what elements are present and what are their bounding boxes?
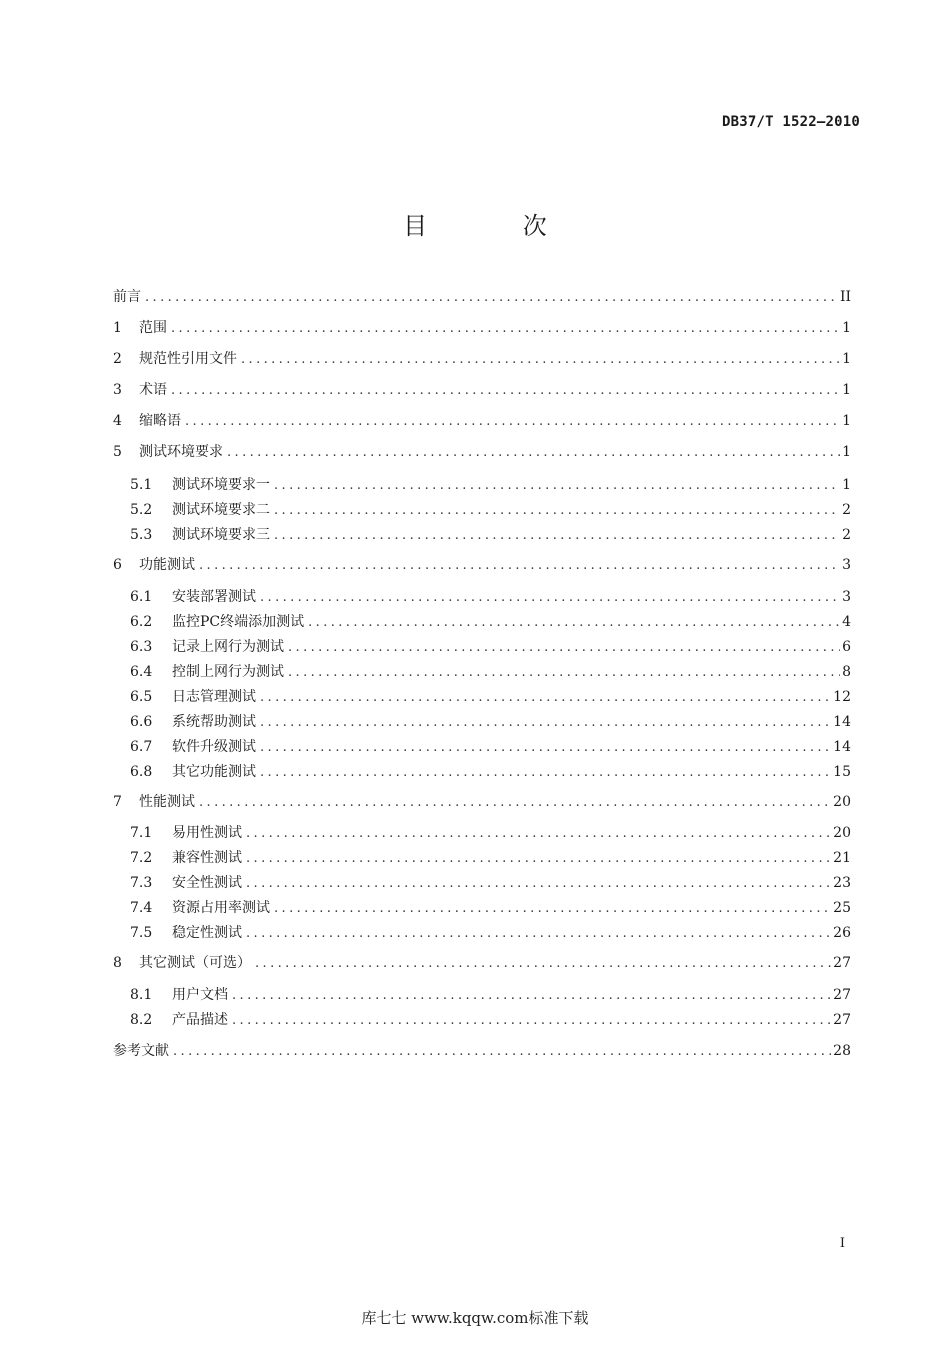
dot-leader <box>246 823 831 845</box>
toc-entry-page: 15 <box>833 764 851 780</box>
dot-leader <box>246 848 831 870</box>
toc-entry-page: 2 <box>842 502 851 518</box>
toc-entry-number: 1 <box>113 320 122 336</box>
dot-leader <box>288 637 840 659</box>
toc-entry-number: 6.6 <box>130 714 153 730</box>
toc-entry-title: 监控PC终端添加测试 <box>172 614 305 630</box>
toc-entry[interactable] <box>130 1009 851 1031</box>
toc-entry[interactable] <box>130 636 851 658</box>
toc-entry[interactable] <box>113 410 851 432</box>
dot-leader <box>232 1010 831 1032</box>
toc-entry-title: 记录上网行为测试 <box>172 639 284 655</box>
toc-entry-page: 25 <box>833 900 851 916</box>
toc-entry[interactable] <box>130 611 851 633</box>
toc-entry-page: 6 <box>842 639 851 655</box>
dot-leader <box>145 287 838 309</box>
toc-entry-title: 前言 <box>113 289 141 305</box>
toc-entry-page: 8 <box>842 664 851 680</box>
toc-entry[interactable] <box>130 761 851 783</box>
toc-entry-title: 用户文档 <box>172 987 228 1003</box>
toc-entry[interactable] <box>130 474 851 496</box>
dot-leader <box>260 737 831 759</box>
toc-entry-title: 日志管理测试 <box>172 689 256 705</box>
toc-entry[interactable] <box>130 984 851 1006</box>
toc-entry-page: 3 <box>842 557 851 573</box>
dot-leader <box>199 792 831 814</box>
toc-entry-title: 性能测试 <box>139 794 195 810</box>
toc-entry-title: 资源占用率测试 <box>172 900 270 916</box>
toc-entry-page: 21 <box>833 850 851 866</box>
toc-entry-number: 8.2 <box>130 1012 153 1028</box>
toc-entry-title: 测试环境要求 <box>139 444 223 460</box>
toc-entry-number: 5.3 <box>130 527 153 543</box>
toc-entry-number: 8 <box>113 955 122 971</box>
dot-leader <box>232 985 831 1007</box>
toc-entry-number: 6.7 <box>130 739 153 755</box>
page-title: 目 次 <box>403 212 591 240</box>
dot-leader <box>274 525 840 547</box>
toc-entry-page: 1 <box>842 351 851 367</box>
toc-entry-page: II <box>839 289 851 305</box>
toc-entry-page: 27 <box>833 987 851 1003</box>
toc-entry[interactable] <box>130 499 851 521</box>
dot-leader <box>260 587 840 609</box>
toc-entry-page: 1 <box>842 382 851 398</box>
dot-leader <box>227 442 840 464</box>
dot-leader <box>171 318 840 340</box>
toc-entry-page: 28 <box>833 1043 851 1059</box>
toc-entry-number: 6.5 <box>130 689 153 705</box>
toc-entry-title: 测试环境要求一 <box>172 477 270 493</box>
toc-entry-number: 2 <box>113 351 122 367</box>
dot-leader <box>274 898 831 920</box>
toc-entry-title: 安装部署测试 <box>172 589 256 605</box>
toc-entry[interactable] <box>130 686 851 708</box>
toc-entry-title: 其它测试（可选） <box>139 955 251 971</box>
toc-entry[interactable] <box>113 952 851 974</box>
toc-entry[interactable] <box>130 524 851 546</box>
toc-entry-number: 3 <box>113 382 122 398</box>
toc-entry-page: 1 <box>842 320 851 336</box>
toc-entry-title: 产品描述 <box>172 1012 228 1028</box>
toc-entry-number: 6.8 <box>130 764 153 780</box>
toc-entry-title: 其它功能测试 <box>172 764 256 780</box>
dot-leader <box>274 500 840 522</box>
toc-entry-title: 功能测试 <box>139 557 195 573</box>
toc-entry[interactable] <box>130 661 851 683</box>
toc-entry-number: 5.1 <box>130 477 153 493</box>
toc-entry[interactable] <box>113 1040 851 1062</box>
toc-entry[interactable] <box>113 317 851 339</box>
dot-leader <box>274 475 840 497</box>
toc-entry[interactable] <box>113 348 851 370</box>
toc-entry[interactable] <box>130 711 851 733</box>
dot-leader <box>260 762 831 784</box>
dot-leader <box>260 712 831 734</box>
dot-leader <box>255 953 831 975</box>
toc-entry-page: 2 <box>842 527 851 543</box>
dot-leader <box>171 380 840 402</box>
toc-entry[interactable] <box>130 872 851 894</box>
toc-entry-number: 7.5 <box>130 925 153 941</box>
dot-leader <box>246 923 831 945</box>
toc-entry[interactable] <box>130 922 851 944</box>
toc-entry-page: 20 <box>833 825 851 841</box>
page-number: I <box>839 1236 845 1251</box>
toc-entry-page: 23 <box>833 875 851 891</box>
toc-entry-title: 控制上网行为测试 <box>172 664 284 680</box>
toc-entry-number: 7.3 <box>130 875 153 891</box>
toc-entry[interactable] <box>130 586 851 608</box>
footer-watermark: 库七七 www.kqqw.com标准下载 <box>361 1309 589 1327</box>
toc-entry-number: 7.2 <box>130 850 153 866</box>
toc-entry-page: 4 <box>842 614 851 630</box>
dot-leader <box>246 873 831 895</box>
toc-entry-title: 兼容性测试 <box>172 850 242 866</box>
dot-leader <box>241 349 840 371</box>
dot-leader <box>173 1041 831 1063</box>
toc-entry-page: 12 <box>833 689 851 705</box>
toc-entry-number: 6.2 <box>130 614 153 630</box>
toc-entry-title: 系统帮助测试 <box>172 714 256 730</box>
document-code: DB37/T 1522—2010 <box>721 114 860 130</box>
toc-entry-title: 规范性引用文件 <box>139 351 237 367</box>
toc-entry-number: 5 <box>113 444 122 460</box>
toc-entry-number: 8.1 <box>130 987 153 1003</box>
toc-entry-page: 27 <box>833 955 851 971</box>
toc-entry-number: 6.3 <box>130 639 153 655</box>
toc-entry[interactable] <box>130 822 851 844</box>
toc-entry-number: 6.1 <box>130 589 153 605</box>
toc-entry-number: 6.4 <box>130 664 153 680</box>
toc-entry-number: 7.4 <box>130 900 153 916</box>
toc-entry-title: 测试环境要求三 <box>172 527 270 543</box>
toc-entry-number: 7 <box>113 794 122 810</box>
toc-entry-title: 易用性测试 <box>172 825 242 841</box>
toc-entry[interactable] <box>130 897 851 919</box>
toc-entry-title: 软件升级测试 <box>172 739 256 755</box>
dot-leader <box>185 411 840 433</box>
toc-entry-number: 6 <box>113 557 122 573</box>
toc-entry-title: 测试环境要求二 <box>172 502 270 518</box>
dot-leader <box>260 687 831 709</box>
toc-entry-page: 27 <box>833 1012 851 1028</box>
toc-entry[interactable] <box>130 736 851 758</box>
toc-entry-page: 1 <box>842 413 851 429</box>
dot-leader <box>288 662 840 684</box>
toc-entry-title: 术语 <box>139 382 167 398</box>
toc-entry-title: 稳定性测试 <box>172 925 242 941</box>
toc-entry-page: 14 <box>833 739 851 755</box>
toc-entry-page: 1 <box>842 477 851 493</box>
toc-entry-title: 安全性测试 <box>172 875 242 891</box>
toc-entry-number: 5.2 <box>130 502 153 518</box>
toc-entry-title: 缩略语 <box>139 413 181 429</box>
toc-entry[interactable] <box>113 554 851 576</box>
toc-entry-title: 参考文献 <box>113 1043 169 1059</box>
toc-entry[interactable] <box>113 441 851 463</box>
toc-entry-number: 4 <box>113 413 122 429</box>
dot-leader <box>199 555 840 577</box>
toc-entry[interactable] <box>113 379 851 401</box>
toc-entry-page: 14 <box>833 714 851 730</box>
dot-leader <box>308 612 840 634</box>
toc-entry[interactable] <box>113 791 851 813</box>
toc-entry-number: 7.1 <box>130 825 153 841</box>
toc-entry-page: 26 <box>833 925 851 941</box>
toc-entry[interactable] <box>113 286 851 308</box>
toc-entry-title: 范围 <box>139 320 167 336</box>
toc-entry-page: 1 <box>842 444 851 460</box>
toc-entry[interactable] <box>130 847 851 869</box>
toc-entry-page: 3 <box>842 589 851 605</box>
toc-entry-page: 20 <box>833 794 851 810</box>
